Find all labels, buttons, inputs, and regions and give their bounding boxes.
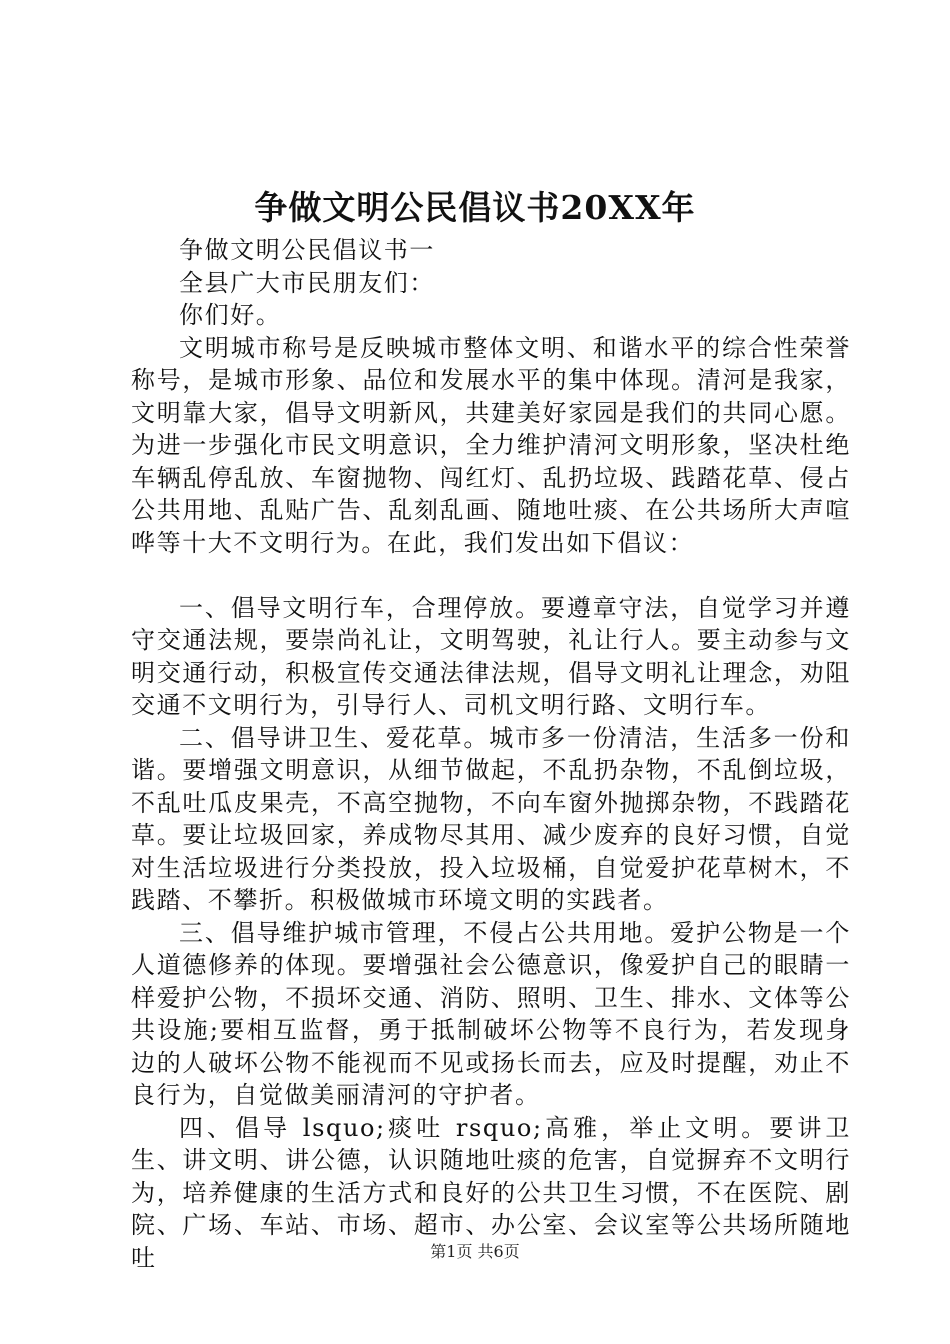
subtitle-paragraph: 争做文明公民倡议书一 xyxy=(179,236,435,264)
paragraph-spacer xyxy=(131,559,851,592)
salutation-paragraph: 全县广大市民朋友们： xyxy=(179,268,435,297)
page-footer: 第1页 共6页 xyxy=(430,1242,520,1261)
intro-paragraph: 文明城市称号是反映城市整体文明、和谐水平的综合性荣誉称号，是城市形象、品位和发展水平的集中体现。清河是我家，文明靠大家，倡导文明新风，共建美好家园是我们的共同心愿。为进一步强化市民文明意识，全力维护清河文明形象，坚决杜绝车辆乱停乱放、车窗抛物、闯红灯、乱扔垃圾、践踏花草、侵占公共用地、乱贴广告、乱刻乱画、随地吐痰、在公共场所大声喧哗等十大不文明行为。在此，我们发出如下倡议： xyxy=(131,333,851,557)
proposal-paragraph-3: 三、倡导维护城市管理，不侵占公共用地。爱护公物是一个人道德修养的体现。要增强社会公德意识，像爱护自己的眼睛一样爱护公物，不损坏交通、消防、照明、卫生、排水、文体等公共设施;要相互监督，勇于抵制破坏公物等不良行为，若发现身边的人破坏公物不能视而不见或扬长而去，应及时提醒，劝止不良行为，自觉做美丽清河的守护者。 xyxy=(131,918,851,1109)
document-title: 争做文明公民倡议书20XX年 xyxy=(254,188,696,227)
greeting-paragraph: 你们好。 xyxy=(179,301,282,329)
proposal-paragraph-1: 一、倡导文明行车，合理停放。要遵章守法，自觉学习并遵守交通法规，要崇尚礼让，文明驾驶，礼让行人。要主动参与文明交通行动，积极宣传交通法律法规，倡导文明礼让理念，劝阻交通不文明行为，引导行人、司机文明行路、文明行车。 xyxy=(131,593,851,719)
document-body xyxy=(131,234,851,1274)
proposal-paragraph-4: 四、倡导 lsquo;痰吐 rsquo;高雅，举止文明。要讲卫生、讲文明、讲公德，认识随地吐痰的危害，自觉摒弃不文明行为，培养健康的生活方式和良好的公共卫生习惯，不在医院、剧院、广场、车站、市场、超市、办公室、会议室等公共场所随地吐 xyxy=(131,1113,851,1272)
proposal-paragraph-2: 二、倡导讲卫生、爱花草。城市多一份清洁，生活多一份和谐。要增强文明意识，从细节做起，不乱扔杂物，不乱倒垃圾，不乱吐瓜皮果壳，不高空抛物，不向车窗外抛掷杂物，不践踏花草。要让垃圾回家，养成物尽其用、减少废弃的良好习惯，自觉对生活垃圾进行分类投放，投入垃圾桶，自觉爱护花草树木，不践踏、不攀折。积极做城市环境文明的实践者。 xyxy=(131,723,851,914)
